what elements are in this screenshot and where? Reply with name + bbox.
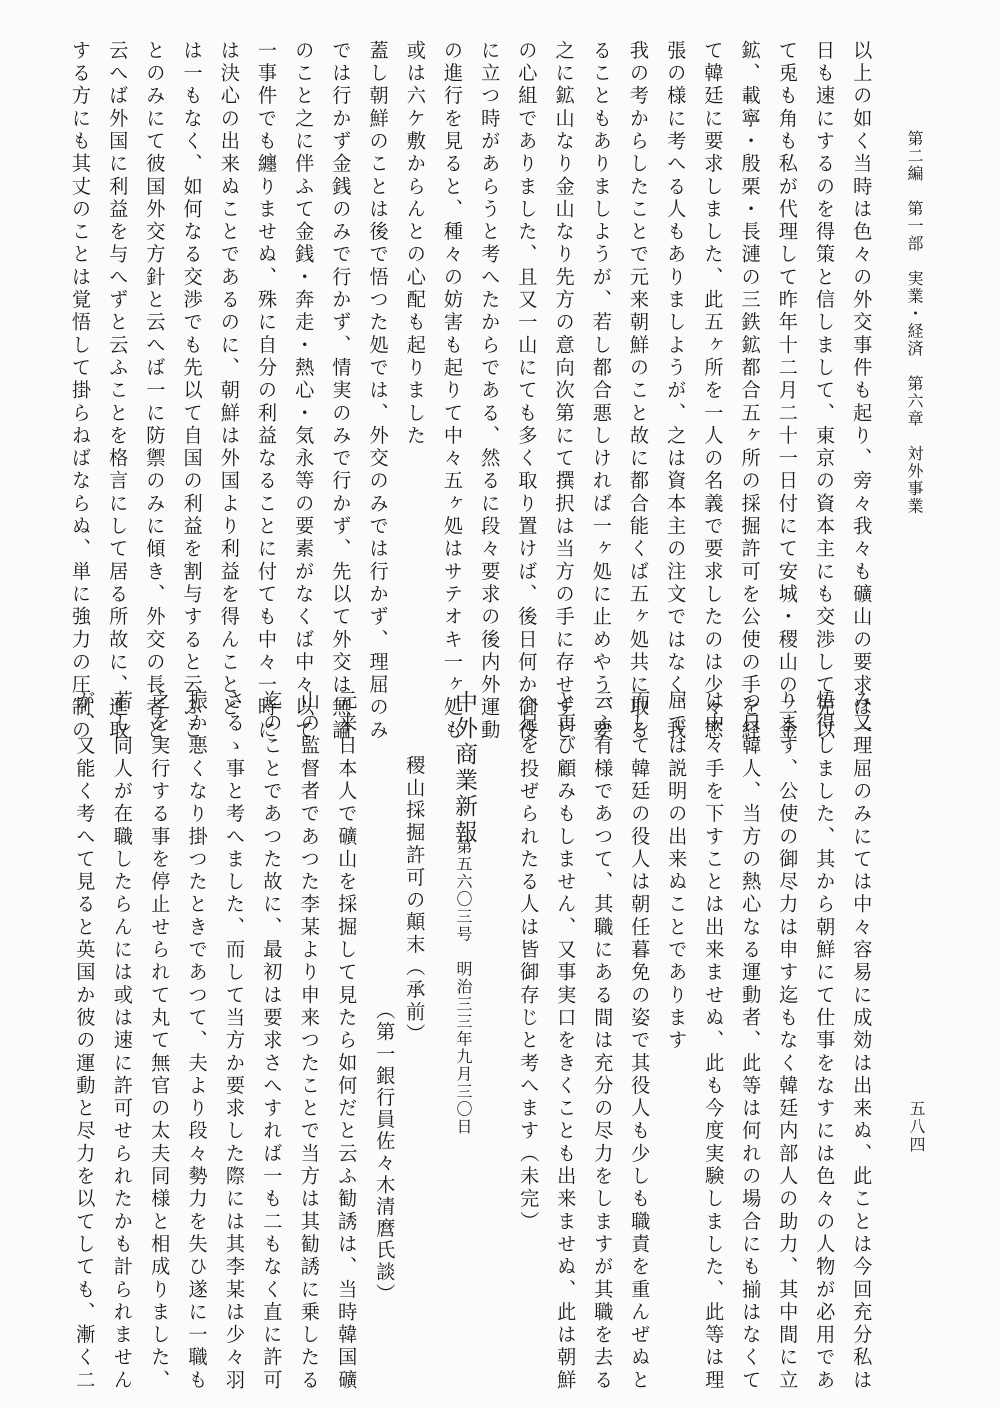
text-line: 或は六ケ敷からんとの心配も起りました <box>403 40 427 448</box>
text-line: 云ふ有様であつて、其職にある間は充分の尽力をしますが其職を去る <box>591 690 615 1393</box>
text-line: と再び顧みもしません、又事実口をきくことも出来ませぬ、此は朝鮮 <box>554 690 578 1393</box>
text-line: 迄のことであつた故に、最初は要求さへすれば一も二もなく直に許可 <box>260 690 284 1393</box>
text-line: が、又能く考へて見ると英国か彼の運動と尽力を以てしても、漸く二 <box>73 690 97 1393</box>
text-line: て韓廷に要求しました、此五ヶ所を一人の名義で要求したのは少々慾 <box>701 40 725 743</box>
text-line: 日も速にするのを得策と信しまして、東京の資本主にも交渉して先以 <box>813 40 836 743</box>
text-line: では行かず金銭のみで行かず、情実のみで行かず、先以て外交は無論 <box>329 40 353 743</box>
newspaper-name: 中外商業新報 <box>451 690 477 846</box>
text-line: に立つ時があらうと考へたからである、然るに段々要求の後内外運動 <box>478 40 502 743</box>
text-line: ることもありましようが、若し都合悪しければ一ヶ処に止めやう、要 <box>589 40 613 743</box>
text-line: は一もなく、如何なる交渉でも先以て自国の利益を割与すると云ふこ <box>180 40 204 743</box>
text-line: は決心の出来ぬことであるのに、朝鮮は外国より利益を得んことと <box>217 40 241 720</box>
text-line: のこと之に伴ふて金銭・奔走・熱心・気永等の要素がなくば中々以て <box>292 40 316 743</box>
text-line: 鉱、載寧・殷栗・長漣の三鉄鉱都合五ヶ所の採掘許可を公使の手を経 <box>738 40 762 743</box>
text-line: の進行を見ると、種々の妨害も起りて中々五ヶ処はサテオキ一ヶ処も <box>441 40 464 743</box>
text-line: 元来日本人で礦山を採掘して見たら如何だと云ふ勧誘は、当時韓国礦 <box>335 690 359 1393</box>
text-line: 振か悪くなり掛つたときであつて、夫より段々勢力を失ひ遂に一職も <box>185 690 209 1393</box>
text-line: さるゝ事と考へました、而して当方か要求した際には其李某は少々羽 <box>223 690 246 1393</box>
text-line: て兎も角も私が代理して昨年十二月二十一日付にて安城・稷山の二金 <box>775 40 799 743</box>
text-line: 蓋し朝鮮のことは後で悟つた処では、外交のみでは行かず、理屈のみ <box>366 40 390 743</box>
text-line: 張の様に考へる人もありましようが、之は資本主の注文ではなく、我 <box>664 40 688 743</box>
page-number: 五八四 <box>907 1100 926 1154</box>
text-line: へ足を投ぜられたる人は皆御存じと考へます（未完） <box>517 690 541 1234</box>
text-line: 我の考からしたことで元来朝鮮のこと故に都合能くば五ヶ処共に取る <box>627 40 650 743</box>
text-line: 悟得しました、其から朝鮮にて仕事をなすには色々の人物が必用であ <box>813 690 837 1393</box>
text-line: み又理屈のみにては中々容易に成効は出来ぬ、此ことは今回充分私は <box>850 690 874 1393</box>
newspaper-issue: 第五六〇三号 明治三三年九月三〇日 <box>454 838 473 1136</box>
article-byline: （第一銀行員佐々木清麿氏談） <box>373 1000 397 1306</box>
running-header: 第二編 第一部 実業・経済 第六章 対外事業 <box>905 130 924 515</box>
text-line: 云へば外国に利益を与へずと云ふことを格言にして居る所故に、進取 <box>106 40 130 743</box>
text-line: 而して韓廷の役人は朝任暮免の姿で其役人も少しも職責を重んぜぬと <box>628 690 652 1393</box>
text-line: の心組でありました、且又一山にても多く取り置けば、後日何か御役 <box>515 40 539 743</box>
text-line: する方にも其丈のことは覚悟して掛らねばならぬ、単に強力の圧制の <box>69 40 92 743</box>
article-title: 稷山採掘許可の顛末（承前） <box>403 755 427 1047</box>
text-line: 一事件でも纏りませぬ、殊に自分の利益なることに付ても中々一時に <box>255 40 278 743</box>
text-line: 屈では説明の出来ぬことであります <box>665 690 689 1053</box>
text-line: 若し同人が在職したらんには或は速に許可せられたかも計られません <box>110 690 134 1393</box>
text-line: とのみにて彼国外交方針と云へば一に防禦のみに傾き、外交の長者と <box>143 40 167 743</box>
text-line: 以上の如く当時は色々の外交事件も起り、旁々我々も礦山の要求は一 <box>850 40 874 743</box>
text-line: は中々手を下すことは出来ませぬ、此も今度実験しました、此等は理 <box>702 690 726 1393</box>
text-line: ります、公使の御尽力は申す迄もなく韓廷内部人の助力、其中間に立 <box>776 690 800 1393</box>
text-line: 山の監督者であつた李某より申来つたことで当方は其勧誘に乗したる <box>297 690 321 1393</box>
text-line: つ日韓人、当方の熱心なる運動者、此等は何れの場合にも揃はなくて <box>739 690 763 1393</box>
text-line: 之を実行する事を停止せられて丸て無官の太夫同様と相成りました、 <box>148 690 172 1393</box>
text-line: 之に鉱山なり金山なり先方の意向次第にて撰択は当方の手に存せずと <box>552 40 576 743</box>
